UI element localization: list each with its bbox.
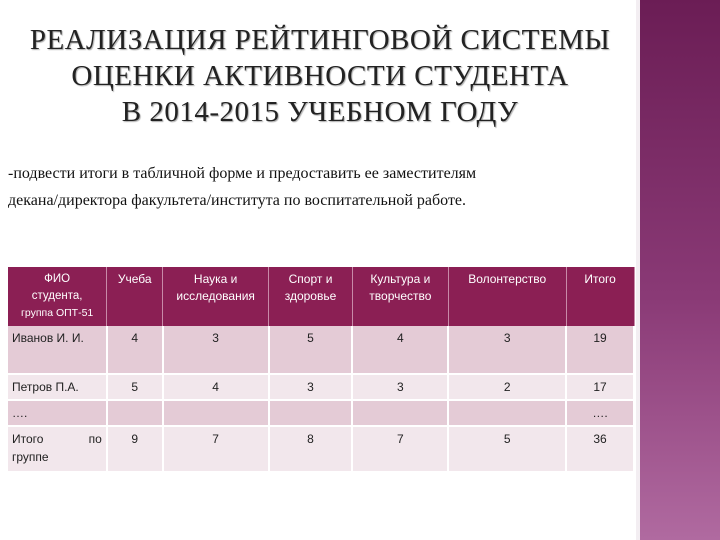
- title-line-2: ОЦЕНКИ АКТИВНОСТИ СТУДЕНТА: [71, 60, 569, 92]
- description-line-2: декана/директора факультета/института по воспитательной работе.: [8, 192, 467, 209]
- cell-culture: 7: [352, 426, 448, 472]
- cell-science: [163, 400, 269, 426]
- cell-volunteer: 2: [448, 374, 566, 400]
- title-line-3: В 2014-2015 УЧЕБНОМ ГОДУ: [121, 96, 519, 128]
- cell-sport: 8: [269, 426, 353, 472]
- cell-volunteer: 3: [448, 326, 566, 374]
- cell-summary-label: Итого по группе: [8, 426, 107, 472]
- table-row: [8, 326, 634, 374]
- cell-total: 19: [566, 326, 634, 374]
- cell-culture: [352, 400, 448, 426]
- header-sport: Спорт и здоровье: [269, 267, 353, 326]
- cell-name: Петров П.А.: [8, 374, 107, 400]
- table-row: [8, 374, 634, 400]
- cell-total: ….: [566, 400, 634, 426]
- cell-study: 4: [107, 326, 163, 374]
- cell-study: 9: [107, 426, 163, 472]
- title-line-1: РЕАЛИЗАЦИЯ РЕЙТИНГОВОЙ СИСТЕМЫ: [29, 24, 611, 56]
- cell-sport: 3: [269, 374, 353, 400]
- table-header-row: [8, 267, 634, 326]
- cell-culture: 4: [352, 326, 448, 374]
- cell-sport: [269, 400, 353, 426]
- header-volunteer: Волонтерство: [448, 267, 566, 326]
- header-science: Наука и исследования: [163, 267, 269, 326]
- cell-total: 36: [566, 426, 634, 472]
- cell-name: Иванов И. И.: [8, 326, 107, 374]
- cell-name: ….: [8, 400, 107, 426]
- table-row: [8, 400, 634, 426]
- header-culture: Культура и творчество: [352, 267, 448, 326]
- cell-volunteer: 5: [448, 426, 566, 472]
- header-study: Учеба: [107, 267, 163, 326]
- rating-table: [8, 267, 635, 473]
- slide-title: [10, 22, 630, 130]
- cell-science: 7: [163, 426, 269, 472]
- cell-study: [107, 400, 163, 426]
- cell-culture: 3: [352, 374, 448, 400]
- description-text: [8, 160, 628, 214]
- cell-volunteer: [448, 400, 566, 426]
- cell-study: 5: [107, 374, 163, 400]
- header-name: ФИО студента, группа ОПТ-51: [8, 267, 107, 326]
- description-line-1: -подвести итоги в табличной форме и предоставить ее заместителям: [8, 165, 477, 182]
- decorative-sidebar: [640, 0, 720, 540]
- cell-total: 17: [566, 374, 634, 400]
- table-summary-row: [8, 426, 634, 472]
- cell-science: 4: [163, 374, 269, 400]
- cell-science: 3: [163, 326, 269, 374]
- header-total: Итого: [566, 267, 634, 326]
- cell-sport: 5: [269, 326, 353, 374]
